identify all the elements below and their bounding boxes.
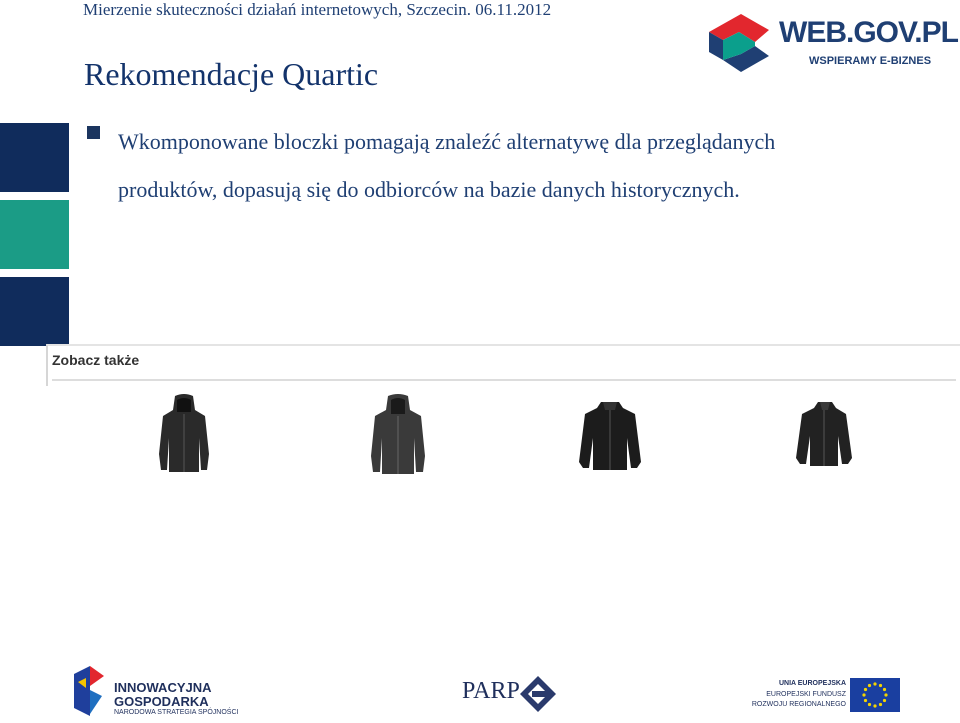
bullet-point [87, 118, 907, 214]
side-block-teal [0, 200, 69, 269]
bullet-text-line1: Wkomponowane bloczki pomagają znaleźć alternatywę dla przeglądanych [118, 129, 776, 154]
ig-line1: INNOWACYJNA [114, 680, 212, 695]
eu-line2: EUROPEJSKI FUNDUSZ [766, 691, 846, 698]
ig-line3: NARODOWA STRATEGIA SPÓJNOŚCI [114, 709, 239, 716]
eu-line3: ROZWOJU REGIONALNEGO [751, 701, 846, 708]
hooded-jacket-icon [139, 392, 229, 478]
product-tile-1[interactable] [139, 392, 229, 478]
hooded-jacket-icon [353, 392, 443, 478]
parp-logo [462, 676, 562, 716]
ig-emblem-icon [70, 666, 106, 718]
product-tile-4[interactable] [780, 392, 870, 478]
jacket-icon [565, 392, 655, 478]
parp-logo-text: PARP [462, 678, 520, 704]
product-tile-3[interactable] [565, 392, 655, 478]
side-block-navy [0, 277, 69, 346]
side-color-blocks [0, 123, 69, 354]
innowacyjna-gospodarka-logo [70, 666, 250, 720]
parp-emblem-icon [520, 676, 556, 712]
webgov-logo-mark-icon [703, 10, 779, 76]
webgov-logo [703, 8, 958, 78]
webgov-logo-tagline: WSPIERAMY E-BIZNES [809, 55, 932, 67]
jacket-icon [780, 392, 870, 478]
side-block-navy [0, 123, 69, 192]
eu-flag-icon [850, 678, 900, 712]
see-also-divider [52, 379, 956, 381]
presentation-header: Mierzenie skuteczności działań internetowych, Szczecin. 06.11.2012 [83, 0, 552, 19]
eu-line1: UNIA EUROPEJSKA [778, 680, 846, 687]
see-also-label: Zobacz także [52, 352, 140, 368]
slide-title: Rekomendacje Quartic [84, 56, 379, 92]
webgov-logo-name: WEB.GOV.PL [779, 16, 958, 49]
bullet-text [118, 118, 907, 214]
bullet-square-icon [87, 126, 100, 139]
bullet-text-line2: produktów, dopasują się do odbiorców na bazie danych historycznych. [118, 177, 740, 202]
ig-line2: GOSPODARKA [114, 694, 209, 709]
eu-fund-logo [751, 676, 902, 714]
product-tile-2[interactable] [353, 392, 443, 478]
